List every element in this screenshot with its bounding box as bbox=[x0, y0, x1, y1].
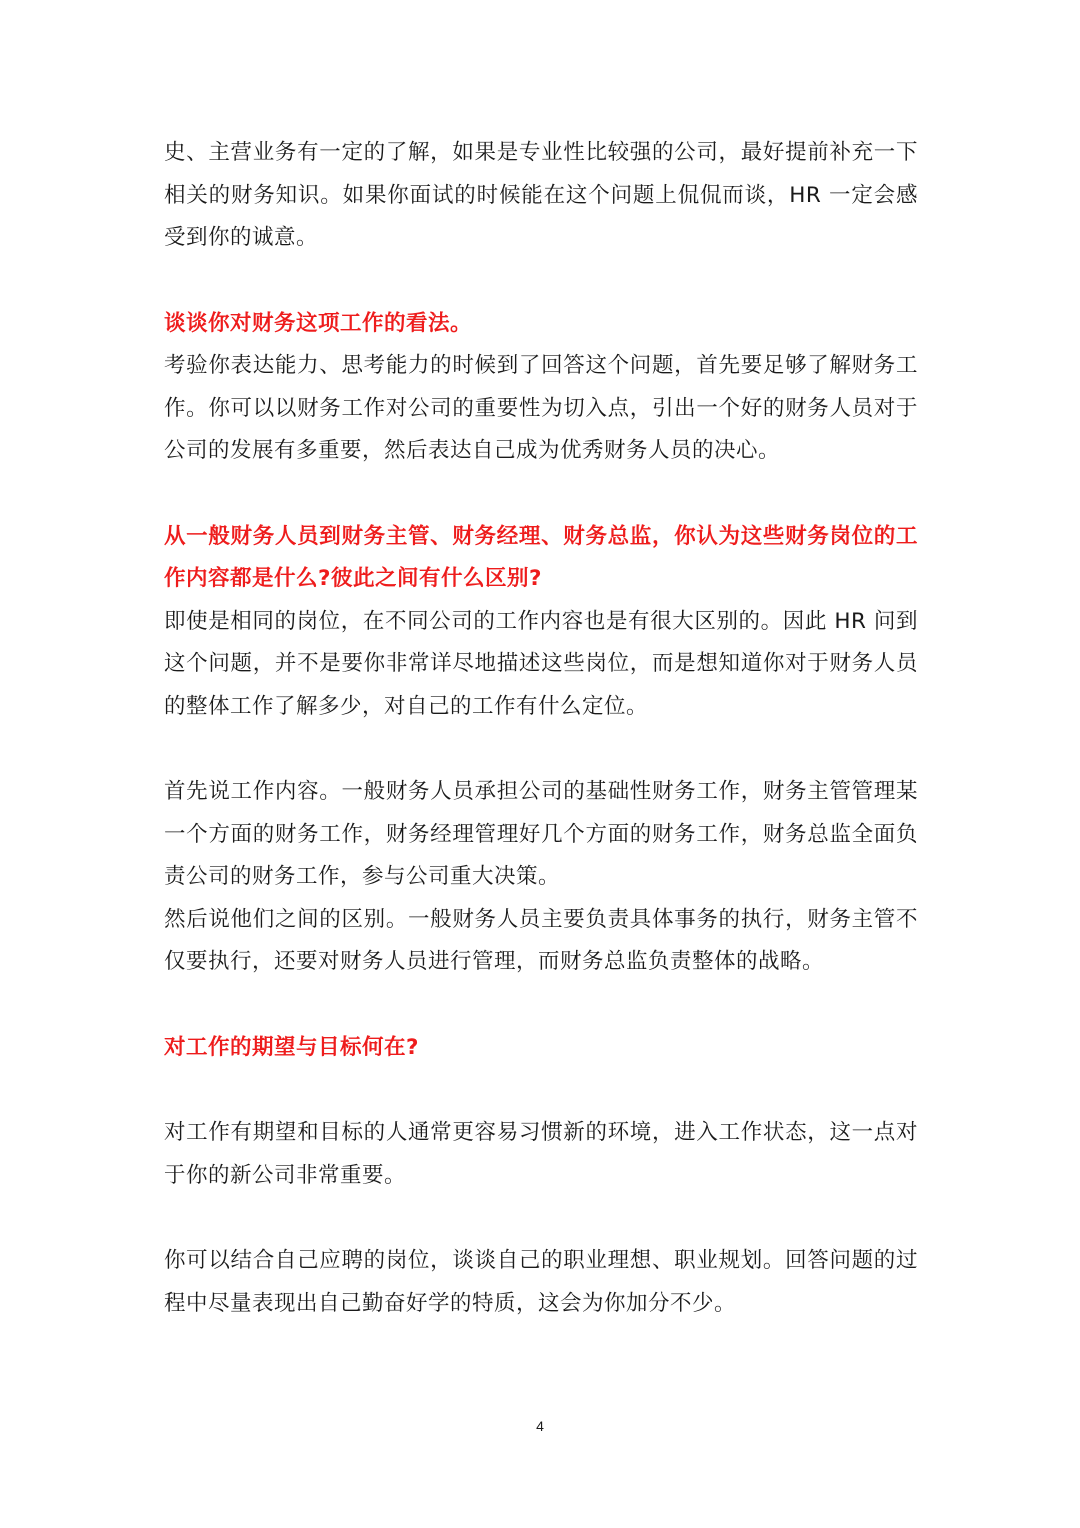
intro-paragraph: 史、主营业务有一定的了解，如果是专业性比较强的公司，最好提前补充一下相关的财务知识。如果你面试的时候能在这个问题上侃侃而谈，HR 一定会感受到你的诚意。 bbox=[164, 140, 918, 250]
section-heading-finance-roles: 从一般财务人员到财务主管、财务经理、财务总监，你认为这些财务岗位的工作内容都是什么?彼此之间有什么区别? bbox=[164, 523, 918, 591]
page-number: 4 bbox=[536, 1418, 544, 1434]
paragraph-spacer bbox=[164, 984, 918, 1027]
section-paragraph: 对工作有期望和目标的人通常更容易习惯新的环境，进入工作状态，这一点对于你的新公司非常重要。 bbox=[164, 1120, 918, 1188]
page-content bbox=[164, 132, 918, 1325]
paragraph-spacer bbox=[164, 1197, 918, 1240]
paragraph-spacer bbox=[164, 728, 918, 771]
section-paragraph: 即使是相同的岗位，在不同公司的工作内容也是有很大区别的。因此 HR 问到这个问题，并不是要你非常详尽地描述这些岗位，而是想知道你对于财务人员的整体工作了解多少，对自己的工作有什么定位。 bbox=[164, 608, 918, 719]
section-paragraph: 首先说工作内容。一般财务人员承担公司的基础性财务工作，财务主管管理某一个方面的财务工作，财务经理管理好几个方面的财务工作，财务总监全面负责公司的财务工作，参与公司重大决策。 bbox=[164, 779, 918, 889]
section-paragraph: 然后说他们之间的区别。一般财务人员主要负责具体事务的执行，财务主管不仅要执行，还要对财务人员进行管理，而财务总监负责整体的战略。 bbox=[164, 906, 918, 974]
paragraph-spacer bbox=[164, 1069, 918, 1112]
section-heading-work-goals: 对工作的期望与目标何在? bbox=[164, 1034, 419, 1060]
section-paragraph: 考验你表达能力、思考能力的时候到了回答这个问题，首先要足够了解财务工作。你可以以财务工作对公司的重要性为切入点，引出一个好的财务人员对于公司的发展有多重要，然后表达自己成为优秀财务人员的决心。 bbox=[164, 353, 918, 463]
paragraph-spacer bbox=[164, 473, 918, 516]
paragraph-spacer bbox=[164, 260, 918, 303]
section-paragraph: 你可以结合自己应聘的岗位，谈谈自己的职业理想、职业规划。回答问题的过程中尽量表现出自己勤奋好学的特质，这会为你加分不少。 bbox=[164, 1248, 918, 1316]
section-heading-view-on-finance: 谈谈你对财务这项工作的看法。 bbox=[164, 310, 473, 336]
